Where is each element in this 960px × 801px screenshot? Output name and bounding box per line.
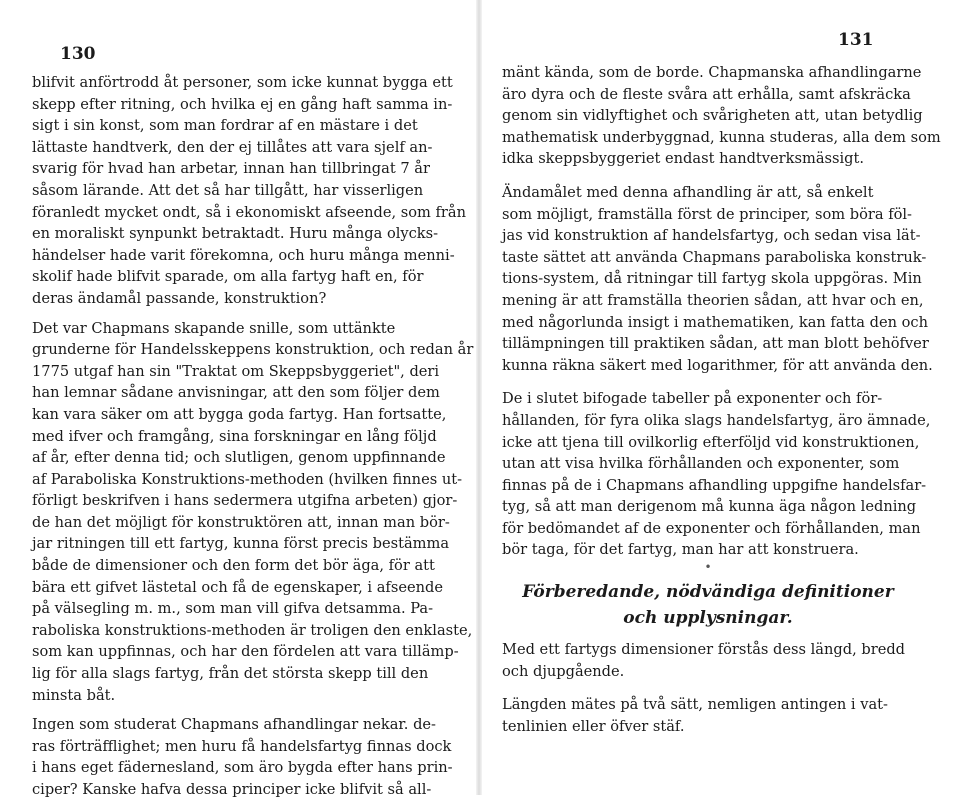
left-page <box>0 0 478 798</box>
text-line: bära ett gifvet lästetal och få de egenskaper, i afseende <box>32 578 443 596</box>
text-line: ciper? Kanske hafva dessa principer icke blifvit så all- <box>32 781 432 798</box>
paragraph <box>502 62 941 170</box>
paragraph <box>502 694 914 737</box>
text-line: af år, efter denna tid; och slutligen, genom uppfinnande <box>32 449 446 467</box>
text-line: 1775 utgaf han sin "Traktat om Skeppsbyggeriet", deri <box>32 362 440 380</box>
text-line: Längden mätes på två sätt, nemligen antingen i vat- <box>502 696 888 714</box>
text-line: tyg, så att man derigenom må kunna äga någon ledning <box>502 498 917 516</box>
text-line: af Paraboliska Konstruktions-methoden (hvilken finnes ut- <box>32 470 463 488</box>
text-line: för bedömandet af de exponenter och förhållanden, man <box>502 519 921 537</box>
paragraph <box>502 639 914 682</box>
text-line: kan vara säker om att bygga goda fartyg. Han fortsatte, <box>32 405 447 423</box>
paragraph <box>32 318 474 707</box>
text-line: tions-system, då ritningar till fartyg skola uppgöras. Min <box>502 270 922 288</box>
text-line: ras förträfflighet; men huru få handelsfartyg finnas dock <box>32 737 452 755</box>
text-line: taste sättet att använda Chapmans paraboliska konstruk- <box>502 248 927 266</box>
text-line: svarig för hvad han arbetar, innan han tillbringat 7 år <box>32 160 430 178</box>
heading-line: och upplysningar. <box>623 608 793 629</box>
text-line: blifvit anförtrodd åt personer, som icke kunnat bygga ett <box>32 74 453 91</box>
text-line: bör taga, för det fartyg, man har att konstruera. <box>502 541 859 559</box>
text-line: med någorlunda insigt i mathematiken, kan fatta den och <box>502 313 928 331</box>
text-line: och djupgående. <box>502 662 625 680</box>
text-line: en moraliskt synpunkt betraktadt. Huru många olycks- <box>32 225 439 243</box>
ornament-dot: • <box>704 560 712 575</box>
text-line: föranledt mycket ondt, så i ekonomiskt afseende, som från <box>32 203 467 221</box>
text-line: grunderne för Handelsskeppens konstruktion, och redan år <box>32 341 474 359</box>
text-line: minsta båt. <box>32 686 116 704</box>
text-line: raboliska konstruktions-methoden är troligen den enklaste, <box>32 621 473 639</box>
text-line: på välsegling m. m., som man vill gifva detsamma. Pa- <box>32 600 434 618</box>
text-line: händelser hade varit förekomna, och huru många menni- <box>32 246 455 264</box>
text-line: tenlinien eller öfver stäf. <box>502 717 685 735</box>
text-line: som möjligt, framställa först de principer, som böra föl- <box>502 205 912 223</box>
text-line: Det var Chapmans skapande snille, som uttänkte <box>32 319 396 337</box>
text-line: mänt kända, som de borde. Chapmanska afhandlingarne <box>502 64 922 81</box>
text-line: tillämpningen till praktiken sådan, att man blott behöfver <box>502 335 929 353</box>
paragraph <box>502 388 931 561</box>
page-number: 130 <box>60 44 96 64</box>
left-page-body <box>32 72 474 801</box>
text-line: både de dimensioner och den form det bör äga, för att <box>32 557 435 575</box>
text-line: skepp efter ritning, och hvilka ej en gång haft samma in- <box>32 95 453 113</box>
text-line: hållanden, för fyra olika slags handelsfartyg, äro ämnade, <box>502 411 931 429</box>
text-line: han lemnar sådane anvisningar, att den som följer dem <box>32 384 440 402</box>
text-line: som kan uppfinnas, och har den fördelen att vara tillämp- <box>32 643 459 661</box>
text-line: Ändamålet med denna afhandling är att, så enkelt <box>502 183 874 201</box>
right-page <box>480 0 960 795</box>
paragraph <box>502 182 933 376</box>
text-line: äro dyra och de fleste svåra att erhålla, samt afskräcka <box>502 85 911 103</box>
text-line: deras ändamål passande, konstruktion? <box>32 289 327 307</box>
paragraph <box>32 714 453 800</box>
text-line: sigt i sin konst, som man fordrar af en mästare i det <box>32 117 418 135</box>
text-line: idka skeppsbyggeriet endast handtverksmässigt. <box>502 150 865 168</box>
text-line: jas vid konstruktion af handelsfartyg, och sedan visa lät- <box>502 227 921 245</box>
text-line: lig för alla slags fartyg, från det största skepp till den <box>32 665 429 683</box>
page-number: 131 <box>838 30 874 50</box>
text-line: genom sin vidlyftighet och svårigheten att, utan betydlig <box>502 107 923 125</box>
heading-line: Förberedande, nödvändiga definitioner <box>522 582 894 603</box>
text-line: finnas på de i Chapmans afhandling uppgifne handelsfar- <box>502 476 927 494</box>
text-line: i hans eget fädernesland, som äro bygda efter hans prin- <box>32 759 453 777</box>
text-line: mathematisk underbyggnad, kunna studeras, alla dem som <box>502 128 941 146</box>
text-line: med ifver och framgång, sina forskningar en lång följd <box>32 427 437 445</box>
text-line: skolif hade blifvit sparade, om alla fartyg haft en, för <box>32 268 424 286</box>
text-line: Ingen som studerat Chapmans afhandlingar nekar. de- <box>32 716 436 734</box>
text-line: Med ett fartygs dimensioner förstås dess längd, bredd <box>502 641 906 659</box>
text-line: jar ritningen till ett fartyg, kunna först precis bestämma <box>32 535 450 553</box>
text-line: utan att visa hvilka förhållanden och exponenter, som <box>502 455 900 473</box>
text-line: kunna räkna säkert med logarithmer, för att använda den. <box>502 356 933 374</box>
text-line: icke att tjena till ovilkorlig efterföljd vid konstruktionen, <box>502 433 920 451</box>
right-page-body <box>502 62 941 737</box>
text-line: De i slutet bifogade tabeller på exponenter och för- <box>502 390 883 408</box>
section-heading <box>502 579 914 631</box>
text-line: mening är att framställa theorien sådan, att hvar och en, <box>502 291 924 309</box>
text-line: såsom lärande. Att det så har tillgått, har visserligen <box>32 181 424 199</box>
text-line: förligt beskrifven i hans sedermera utgifna arbeten) gjor- <box>32 492 458 510</box>
paragraph <box>32 72 467 310</box>
text-line: lättaste handtverk, den der ej tillåtes att vara sjelf an- <box>32 138 433 156</box>
text-line: de han det möjligt för konstruktören att, innan man bör- <box>32 513 450 531</box>
